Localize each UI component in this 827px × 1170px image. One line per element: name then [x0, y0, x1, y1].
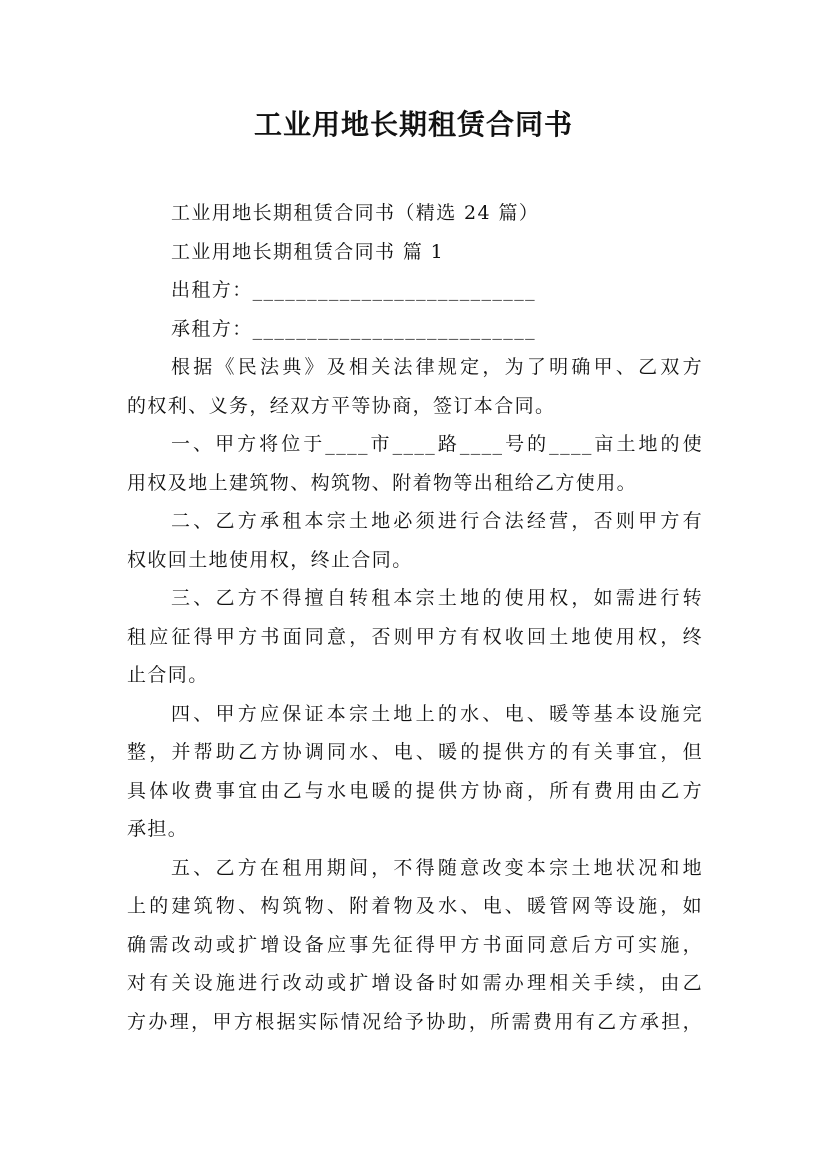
body-line: 二、乙方承租本宗土地必须进行合法经营，否则甲方有: [171, 510, 703, 532]
body-line: 四、甲方应保证本宗土地上的水、电、暖等基本设施完: [171, 702, 703, 725]
body-line: 确需改动或扩增设备应事先征得甲方书面同意后方可实施，: [127, 933, 703, 956]
body-line: 的权利、义务，经双方平等协商，签订本合同。: [127, 394, 556, 417]
body-line: 承担。: [127, 818, 189, 840]
body-line: 三、乙方不得擅自转租本宗土地的使用权，如需进行转: [171, 587, 703, 609]
body-line: 出租方：__________________________: [171, 279, 537, 301]
body-line: 具体收费事宜由乙与水电暖的提供方协商，所有费用由乙方: [127, 779, 703, 802]
body-line: 权收回土地使用权，终止合同。: [127, 548, 413, 571]
body-line: 承租方：__________________________: [171, 317, 537, 340]
body-line: 租应征得甲方书面同意，否则甲方有权收回土地使用权，终: [127, 625, 703, 648]
body-line: 工业用地长期租赁合同书（精选 24 篇）: [171, 202, 540, 224]
body-line: 上的建筑物、构筑物、附着物及水、电、暖管网等设施，如: [127, 895, 703, 917]
body-line: 五、乙方在租用期间，不得随意改变本宗土地状况和地: [171, 856, 703, 879]
body-line: 止合同。: [127, 664, 209, 686]
body-line: 整，并帮助乙方协调同水、电、暖的提供方的有关事宜，但: [127, 741, 703, 763]
body-line: 根据《民法典》及相关法律规定，为了明确甲、乙双方: [171, 356, 703, 378]
body-line: 一、甲方将位于____市____路____号的____亩土地的使: [171, 433, 703, 455]
body-line: 方办理，甲方根据实际情况给予协助，所需费用有乙方承担，: [127, 1010, 703, 1033]
body-line: 对有关设施进行改动或扩增设备时如需办理相关手续，由乙: [127, 972, 703, 994]
document-title: 工业用地长期租赁合同书: [253, 108, 573, 141]
body-line: 工业用地长期租赁合同书 篇 1: [171, 240, 445, 263]
document-body: [127, 194, 703, 1041]
body-line: 用权及地上建筑物、构筑物、附着物等出租给乙方使用。: [127, 471, 638, 494]
